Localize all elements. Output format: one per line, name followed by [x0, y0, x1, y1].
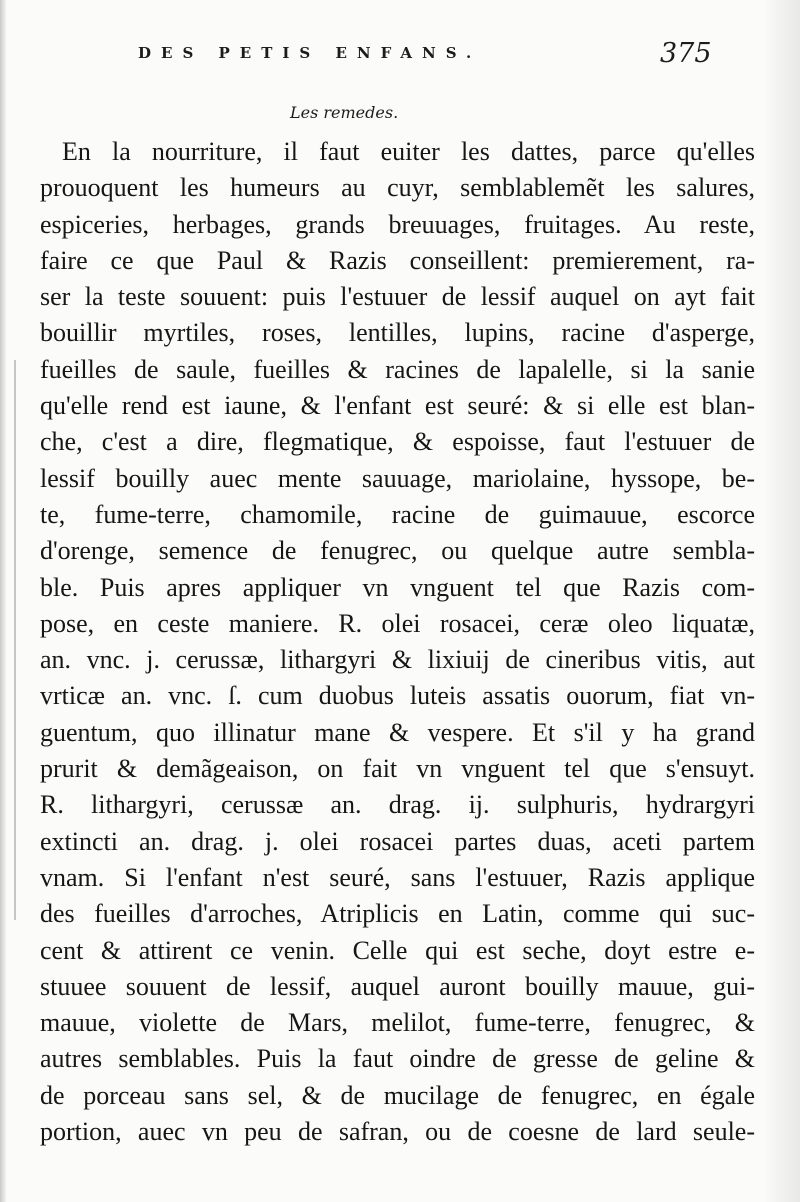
text-line: vnam. Si l'enfant n'est seuré, sans l'estuuer, Razis applique	[40, 862, 755, 892]
text-line: an. vnc. j. cerussæ, lithargyri & lixiuij de cineribus vitis, aut	[40, 645, 755, 675]
text-line: portion, auec vn peu de safran, ou de coesne de lard seule-	[40, 1117, 755, 1147]
text-line: R. lithargyri, cerussæ an. drag. ij. sulphuris, hydrargyri	[40, 790, 755, 820]
text-line: che, c'est a dire, flegmatique, & espoisse, faut l'estuuer de	[40, 427, 755, 457]
text-line: des fueilles d'arroches, Atriplicis en Latin, comme qui suc-	[40, 899, 755, 929]
text-line: de porceau sans sel, & de mucilage de fenugrec, en égale	[40, 1080, 755, 1110]
page-gutter	[0, 0, 6, 1202]
text-line: ble. Puis apres appliquer vn vnguent tel que Razis com-	[40, 572, 755, 602]
text-line: cent & attirent ce venin. Celle qui est seche, doyt estre e-	[40, 935, 755, 965]
text-line: autres semblables. Puis la faut oindre de gresse de geline &	[40, 1044, 755, 1074]
text-line: prouoquent les humeurs au cuyr, semblablemẽt les salures,	[40, 173, 755, 203]
text-line: faire ce que Paul & Razis conseillent: premierement, ra-	[40, 245, 755, 275]
running-head: DES PETIS ENFANS.	[138, 44, 482, 62]
text-line: espiceries, herbages, grands breuuages, fruitages. Au reste,	[40, 209, 755, 239]
text-line: guentum, quo illinatur mane & vespere. Et s'il y ha grand	[40, 717, 755, 747]
text-line: bouillir myrtiles, roses, lentilles, lupins, racine d'asperge,	[40, 318, 755, 348]
text-line: te, fume-terre, chamomile, racine de guimauue, escorce	[40, 499, 755, 529]
text-line: qu'elle rend est iaune, & l'enfant est seuré: & si elle est blan-	[40, 391, 755, 421]
page-number: 375	[660, 38, 712, 69]
text-line: mauue, violette de Mars, melilot, fume-terre, fenugrec, &	[40, 1008, 755, 1038]
text-line: prurit & demãgeaison, on fait vn vnguent tel que s'ensuyt.	[40, 754, 755, 784]
page-edge-shadow	[762, 0, 800, 1202]
text-line: stuuee souuent de lessif, auquel auront bouilly mauue, gui-	[40, 971, 755, 1001]
page-fold-shadow	[14, 360, 16, 920]
text-line: pose, en ceste maniere. R. olei rosacei, ceræ oleo liquatæ,	[40, 608, 755, 638]
text-line: ser la teste souuent: puis l'estuuer de lessif auquel on ayt fait	[40, 282, 755, 312]
text-line: d'orenge, semence de fenugrec, ou quelque autre sembla-	[40, 536, 755, 566]
text-line: fueilles de saule, fueilles & racines de lapalelle, si la sanie	[40, 354, 755, 384]
text-line: En la nourriture, il faut euiter les dattes, parce qu'elles	[62, 137, 755, 166]
text-line: vrticæ an. vnc. ſ. cum duobus luteis assatis ouorum, fiat vn-	[40, 681, 755, 711]
body-text	[40, 134, 755, 1150]
section-title: Les remedes.	[290, 103, 399, 122]
text-line: lessif bouilly auec mente sauuage, mariolaine, hyssope, be-	[40, 463, 755, 493]
text-line: extincti an. drag. j. olei rosacei partes duas, aceti partem	[40, 826, 755, 856]
